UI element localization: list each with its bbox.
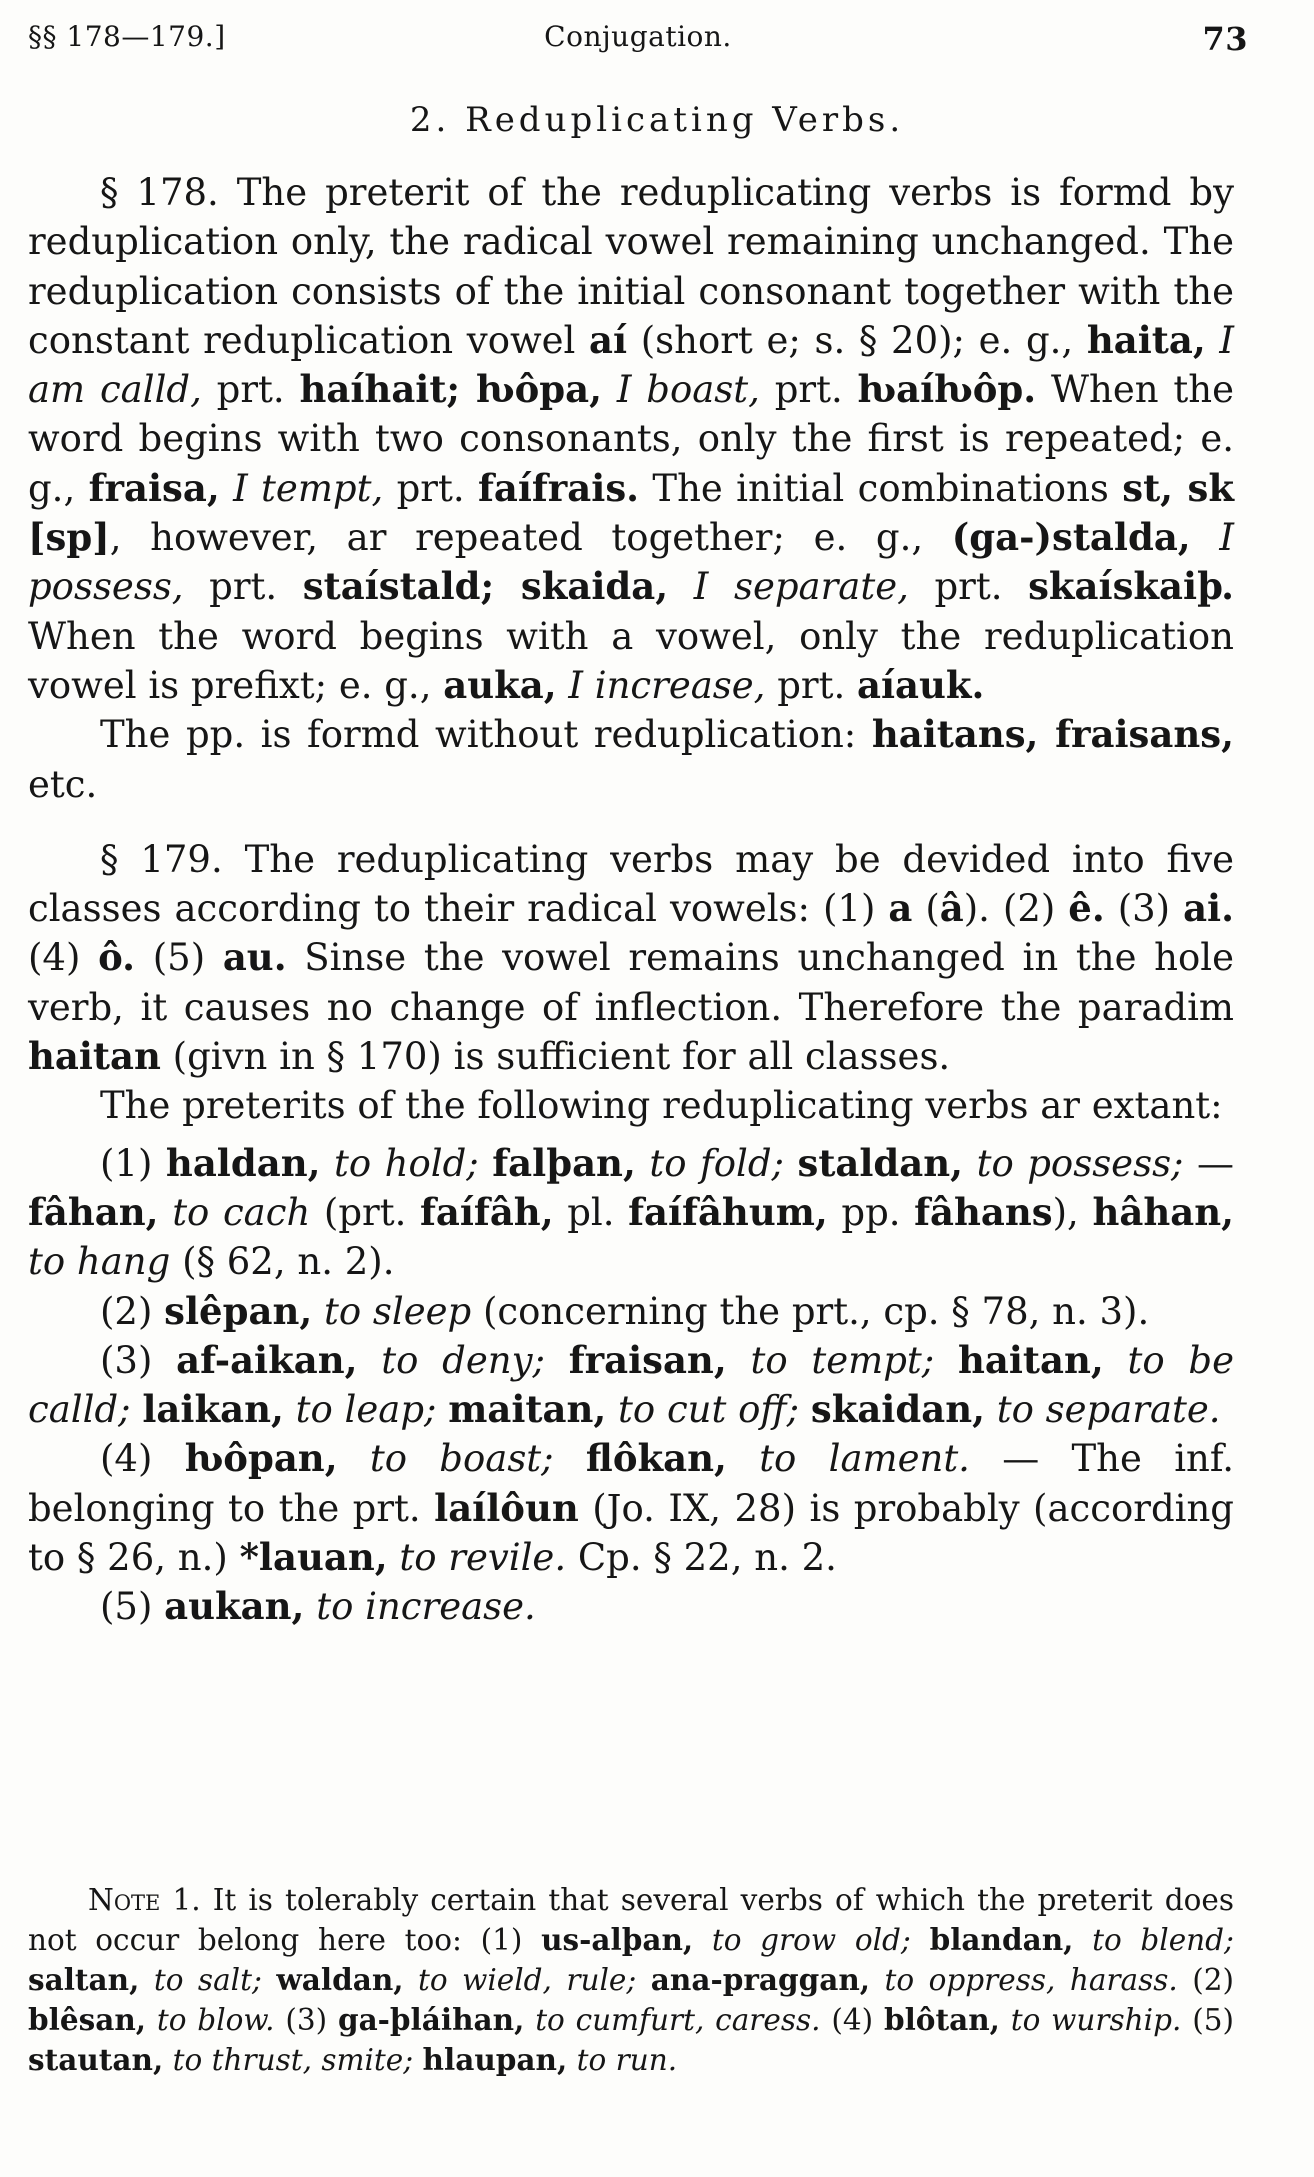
gloss: to wurship. (1010, 2003, 1182, 2037)
text-run (358, 1339, 382, 1382)
text-run: (Jo. IX, 28) is probably (according to § 26, n.) (28, 1486, 1234, 1580)
gloss: to thrust, smite; (172, 2043, 414, 2077)
gothic-word: skaidan, (810, 1387, 985, 1432)
section-179-paragraph (28, 835, 1234, 1081)
gloss: to run. (576, 2043, 678, 2077)
text-run: (5) (135, 936, 223, 980)
text-run (163, 2043, 172, 2077)
section-178-paragraph (28, 168, 1234, 710)
text-run (320, 1142, 334, 1185)
text-run: (3) (100, 1338, 177, 1382)
text-run (146, 2003, 157, 2037)
gloss: to blend; (1092, 1923, 1234, 1957)
text-run: (2) (1177, 1963, 1234, 1997)
text-run: (concerning the prt., cp. § 78, n. 3). (471, 1289, 1150, 1333)
text-run (304, 1585, 316, 1628)
gloss: to blow. (156, 2003, 275, 2037)
text-run (1104, 1339, 1128, 1382)
gloss: to lament. (759, 1437, 970, 1481)
text-run: (2) (100, 1289, 165, 1333)
text-run: (4) (28, 936, 99, 980)
text-run (159, 1191, 173, 1234)
gothic-word: laikan, (142, 1387, 284, 1432)
text-run (436, 1388, 448, 1431)
gothic-word: (ga-)stalda, (951, 515, 1191, 560)
gloss: to fold; (649, 1141, 784, 1185)
text-run: (prt. (310, 1190, 420, 1234)
gloss: to revile. (399, 1536, 567, 1580)
gothic-word: ê. (1068, 886, 1105, 931)
text-run: (givn in § 170) is sufficient for all classes. (160, 1035, 951, 1079)
main-text (28, 168, 1234, 1632)
gothic-word: aukan, (164, 1584, 305, 1629)
text-run: ). (2) (963, 887, 1069, 931)
text-run (727, 1437, 759, 1480)
text-run (727, 1339, 751, 1382)
header-section-range: §§ 178—179.] (28, 20, 226, 53)
gothic-word: haita, (1086, 317, 1206, 362)
gothic-word: falþan, (492, 1140, 636, 1185)
gloss: to possess; (976, 1141, 1184, 1185)
text-run: When the word begins with a vowel, only the reduplication vowel is prefixt; e. g., (28, 614, 1234, 707)
header-chapter-title: Conjugation. (544, 20, 732, 53)
gloss: to increase. (316, 1585, 536, 1629)
gothic-word: au. (222, 935, 287, 980)
page-number: 73 (1202, 20, 1248, 58)
text-run: It is tolerably certain that several verbs of which the preterit does not occur belong here too: (1) (28, 1883, 1235, 1957)
text-run (139, 1963, 153, 1997)
gothic-word: haldan, (165, 1140, 321, 1185)
gothic-word: ana-praggan, (650, 1962, 871, 1997)
gloss: to leap; (295, 1388, 437, 1432)
text-run (636, 1142, 650, 1185)
running-header (28, 20, 1248, 60)
gothic-word: staístald; skaida, (302, 564, 669, 609)
text-run: prt. (383, 466, 478, 510)
text-run: (§ 62, n. 2). (170, 1240, 395, 1284)
text-run (413, 2043, 422, 2077)
text-run (636, 1963, 650, 1997)
text-run: etc. (28, 762, 98, 806)
text-run (479, 1142, 493, 1185)
text-run: The initial combinations (639, 466, 1123, 510)
gothic-word: hâhan, (1092, 1189, 1234, 1234)
gloss: to sleep (324, 1289, 472, 1333)
text-run (284, 1388, 296, 1431)
text-run (131, 1388, 143, 1431)
gloss: I possess, (28, 516, 1234, 609)
text-run (870, 1963, 884, 1997)
section-title: 2. Reduplicating Verbs. (409, 100, 905, 140)
text-run (963, 1142, 977, 1185)
gloss: to cach (172, 1190, 311, 1234)
gothic-word: hlaupan, (422, 2042, 568, 2077)
gothic-word: af-aikan, (176, 1337, 358, 1382)
gothic-word: slêpan, (164, 1288, 313, 1333)
text-run (799, 1388, 811, 1431)
gothic-word: fraisan, (568, 1337, 727, 1382)
text-run (524, 2003, 535, 2037)
verb-class-5 (28, 1582, 1234, 1631)
text-run (557, 664, 569, 707)
gloss: to cumfurt, caress. (535, 2003, 821, 2037)
gloss: to separate. (996, 1388, 1221, 1432)
gothic-word: maitan, (448, 1387, 607, 1432)
gloss: to hold; (334, 1141, 479, 1185)
section-179-extant-paragraph (28, 1081, 1234, 1130)
gothic-word: auka, (443, 662, 557, 707)
gothic-word: flôkan, (585, 1436, 727, 1481)
gothic-word: waldan, (276, 1962, 404, 1997)
text-run: — The inf. belonging to the prt. (28, 1437, 1234, 1530)
gothic-word: blôtan, (883, 2002, 1000, 2037)
gothic-word: ai. (1183, 886, 1234, 931)
gothic-word: aí (589, 317, 628, 362)
text-run (1191, 516, 1220, 559)
gloss: to boast; (369, 1437, 554, 1481)
text-run: (short e; s. § 20); e. g., (627, 318, 1087, 362)
gothic-word: ƕaíƕôp. (857, 367, 1037, 412)
gothic-word: staldan, (797, 1140, 964, 1185)
text-run: pl. (553, 1190, 629, 1234)
text-run (693, 1923, 712, 1957)
text-run (262, 1963, 276, 1997)
gloss: to tempt; (750, 1338, 935, 1382)
text-run (606, 1388, 618, 1431)
text-run (554, 1437, 586, 1480)
note-1 (28, 1880, 1234, 2080)
verb-class-1 (28, 1139, 1234, 1287)
gothic-word: haitans, fraisans, (871, 712, 1234, 757)
gothic-word: *lauan, (239, 1535, 388, 1580)
gloss: to oppress, harass. (884, 1963, 1178, 1997)
gloss: to deny; (381, 1338, 545, 1382)
text-run (1000, 2003, 1011, 2037)
gloss: to wield, rule; (418, 1963, 637, 1997)
gothic-word: stautan, (28, 2042, 164, 2077)
text-run (220, 467, 233, 510)
text-run (1073, 1923, 1092, 1957)
gothic-word: saltan, (28, 1962, 140, 1997)
text-run (388, 1536, 400, 1579)
gothic-word: aíauk. (856, 662, 985, 707)
gothic-word: us-alþan, (541, 1922, 694, 1957)
text-run (338, 1437, 370, 1480)
text-run: Cp. § 22, n. 2. (566, 1536, 837, 1580)
gothic-word: ga-þláihan, (337, 2002, 525, 2037)
text-run (567, 2043, 576, 2077)
text-run: (1) (100, 1141, 166, 1185)
gothic-word: haíhait; ƕôpa, (299, 367, 603, 412)
text-run: prt. (908, 565, 1029, 609)
text-run: ), (1052, 1190, 1093, 1234)
text-run (934, 1339, 958, 1382)
text-run: prt. (183, 565, 303, 609)
verb-class-3 (28, 1336, 1234, 1435)
footnote (28, 1880, 1234, 2080)
gothic-word: fâhan, (28, 1189, 159, 1234)
text-run: (4) (820, 2003, 884, 2037)
gloss: I increase, (568, 663, 766, 707)
text-run: Sinse the vowel remains unchanged in the hole verb, it causes no change of inflection. Therefore the paradim (28, 936, 1235, 1029)
text-run (602, 368, 617, 411)
text-run: — (1183, 1141, 1235, 1185)
gothic-word: haitan (28, 1034, 161, 1079)
text-run: (5) (100, 1585, 165, 1629)
text-run: § 179. The reduplicating verbs may be devided into five classes according to their radical vowels: (1) (28, 837, 1234, 931)
gothic-word: a (888, 886, 913, 931)
section-178-pp-paragraph (28, 710, 1234, 809)
text-run (911, 1923, 930, 1957)
text-run: (3) (274, 2003, 338, 2037)
gothic-word: â (939, 886, 964, 931)
gothic-word: skaískaiþ. (1028, 564, 1234, 609)
gothic-word: blêsan, (28, 2002, 147, 2037)
text-run: § 178. The preterit of the reduplicating verbs is formd by reduplication only, the radical vowel remaining unchanged. The reduplication consists of the initial consonant together with the constant reduplication vowel (28, 171, 1234, 362)
text-run: pp. (827, 1190, 915, 1234)
text-run: prt. (201, 368, 300, 412)
gothic-word: ƕôpan, (184, 1436, 338, 1481)
gloss: I tempt, (233, 466, 384, 510)
gloss: I separate, (693, 565, 909, 609)
text-run (784, 1142, 798, 1185)
gothic-word: fraisa, (88, 465, 220, 510)
gothic-word: faífâh, (419, 1189, 554, 1234)
text-run: When the word begins with two consonants, only the first is repeated; e. g., (28, 368, 1234, 510)
gloss: to cut off; (618, 1388, 800, 1432)
text-run: (5) (1181, 2003, 1234, 2037)
text-run: prt. (759, 368, 858, 412)
gothic-word: ô. (98, 935, 136, 980)
gloss: I boast, (616, 368, 760, 412)
text-run: prt. (765, 663, 857, 707)
text-run (985, 1388, 997, 1431)
gloss: to hang (28, 1240, 171, 1284)
text-run (1206, 319, 1220, 362)
gloss: to grow old; (711, 1923, 911, 1957)
text-run: ( (912, 887, 940, 931)
text-run (668, 565, 694, 608)
gothic-word: st, sk [sp] (28, 465, 1235, 560)
text-run (545, 1339, 569, 1382)
text-run (312, 1290, 324, 1333)
note-label: Note 1. (88, 1883, 201, 1917)
gloss: I am calld, (28, 318, 1235, 412)
gloss: to salt; (153, 1963, 262, 1997)
gothic-word: laílôun (434, 1485, 579, 1530)
text-run: (3) (1104, 887, 1184, 931)
text-run: The preterits of the following reduplicating verbs ar extant: (100, 1084, 1223, 1128)
gothic-word: faífrais. (477, 465, 640, 510)
gothic-word: fâhans (914, 1189, 1053, 1234)
gothic-word: faífâhum, (628, 1189, 828, 1234)
text-run: The pp. is formd without reduplication: (100, 713, 872, 757)
verb-class-4 (28, 1434, 1234, 1582)
text-run (404, 1963, 418, 1997)
text-run: (4) (100, 1437, 185, 1481)
verb-class-2 (28, 1287, 1234, 1336)
gothic-word: blandan, (929, 1922, 1074, 1957)
gloss: to be calld; (28, 1338, 1234, 1432)
gothic-word: haitan, (957, 1337, 1104, 1382)
text-run: , however, ar repeated together; e. g., (109, 516, 952, 560)
